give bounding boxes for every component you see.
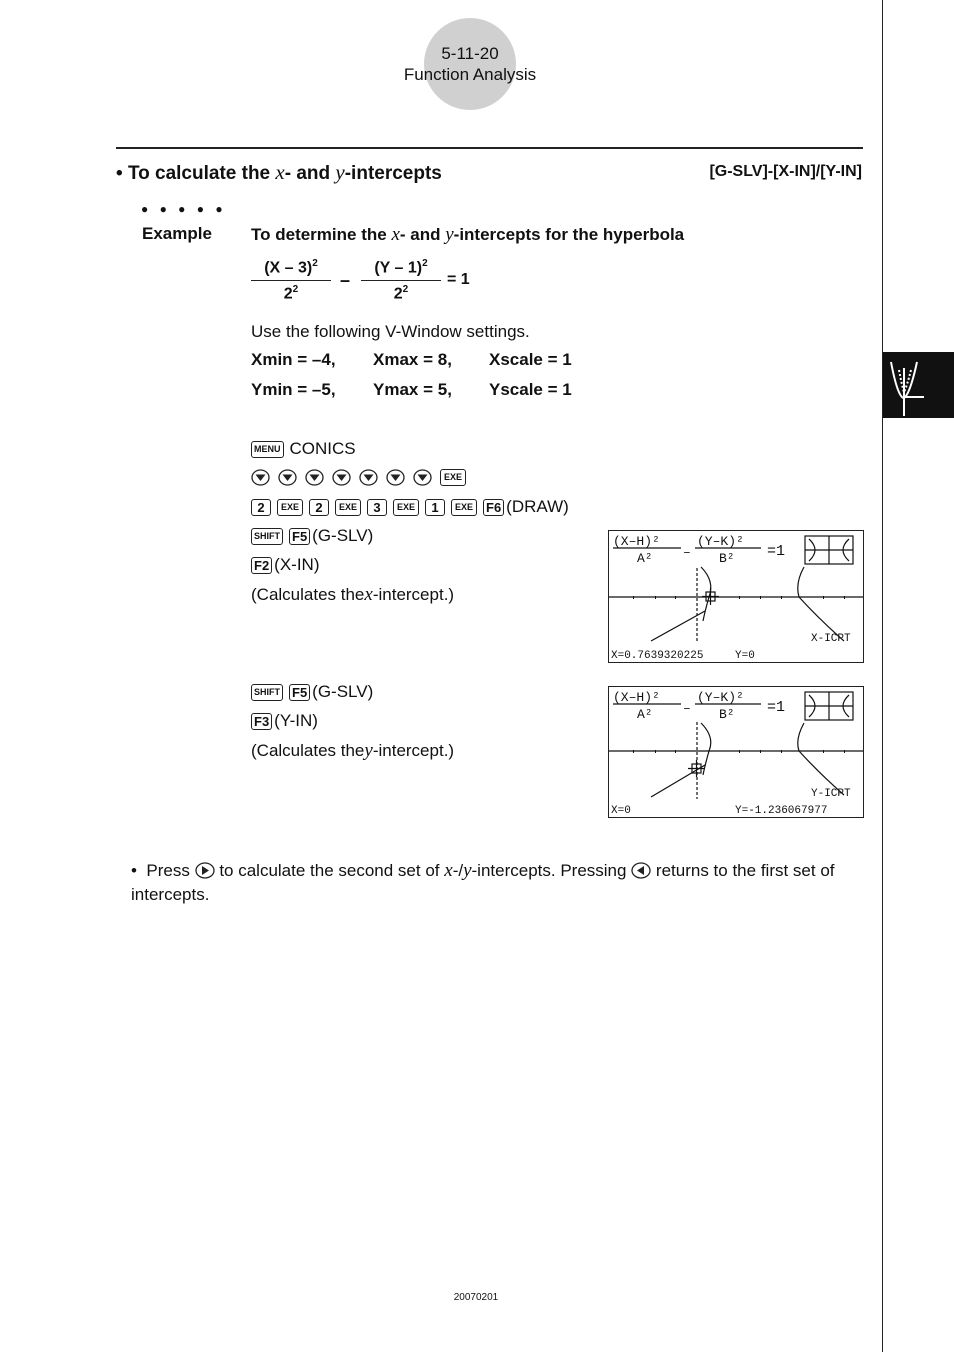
note-paragraph: • Press to calculate the second set of x-/y-intercepts. Pressing returns to the first set of intercepts. <box>131 860 835 904</box>
vwindow-intro: Use the following V-Window settings. <box>251 322 530 341</box>
f6-key: F6 <box>483 499 504 516</box>
f5-key: F5 <box>289 684 310 701</box>
svg-text:–: – <box>683 545 691 560</box>
example-label: Example <box>142 224 212 243</box>
exe-key: EXE <box>393 499 419 516</box>
xmax: Xmax = 8, <box>373 350 452 369</box>
cursor-down-icon <box>413 469 432 486</box>
formula-equals: =1 <box>767 699 786 716</box>
formula-bottom-right: B² <box>719 707 735 722</box>
gslv-label: (G-SLV) <box>312 526 374 545</box>
page-number-circle <box>424 18 516 110</box>
y-readout: Y=-1.236067977 <box>735 805 828 817</box>
example-description: To determine the x- and y-intercepts for the hyperbola <box>251 224 685 245</box>
graph-y-intercept <box>609 687 863 817</box>
menu-key: MENU <box>251 441 284 458</box>
draw-label: (DRAW) <box>506 497 569 516</box>
cursor-down-icon <box>359 469 378 486</box>
function-key-sequence: [G-SLV]-[X-IN]/[Y-IN] <box>709 163 862 180</box>
exe-key: EXE <box>277 499 303 516</box>
footer-code: 20070201 <box>453 1292 499 1303</box>
cursor-down-icon <box>332 469 351 486</box>
xin-label: (X-IN) <box>274 555 320 574</box>
step-xin <box>251 555 320 575</box>
xscale: Xscale = 1 <box>489 350 572 369</box>
digit-key: 1 <box>425 499 445 516</box>
equation-minus: – <box>340 270 351 290</box>
formula-top-right: (Y–K)² <box>697 690 744 705</box>
cursor-left-icon <box>631 862 651 879</box>
shift-key: SHIFT <box>251 684 283 701</box>
step-enter-values <box>251 497 569 517</box>
formula-top-right: (Y–K)² <box>697 534 744 549</box>
cursor-right-icon <box>195 862 215 879</box>
shift-key: SHIFT <box>251 528 283 545</box>
section-heading: • To calculate the x- and y-intercepts <box>116 160 442 184</box>
digit-key: 2 <box>309 499 329 516</box>
mode-label: Y-ICPT <box>811 788 851 800</box>
digit-key: 3 <box>367 499 387 516</box>
page-number: 5-11-20 <box>441 44 499 63</box>
step-gslv-1 <box>251 526 373 546</box>
ymin: Ymin = –5, <box>251 380 336 399</box>
chapter-tab <box>883 352 954 418</box>
ymax: Ymax = 5, <box>373 380 452 399</box>
f2-key: F2 <box>251 557 272 574</box>
step-gslv-2 <box>251 682 373 702</box>
example-dots: ● ● ● ● ● <box>141 202 227 216</box>
cursor-down-icon <box>251 469 270 486</box>
xmin: Xmin = –4, <box>251 350 336 369</box>
svg-text:–: – <box>683 701 691 716</box>
formula-equals: =1 <box>767 543 786 560</box>
mode-label: X-ICPT <box>811 633 851 645</box>
exe-key: EXE <box>451 499 477 516</box>
graph-x-intercept <box>609 531 863 662</box>
conics-tab-icon <box>883 352 954 418</box>
exe-key: EXE <box>440 469 466 486</box>
formula-bottom-right: B² <box>719 551 735 566</box>
step-yin <box>251 711 318 731</box>
step-menu <box>251 439 356 459</box>
digit-key: 2 <box>251 499 271 516</box>
x-readout: X=0.7639320225 <box>611 650 704 662</box>
formula-top-left: (X–H)² <box>613 534 660 549</box>
header-rule <box>116 147 863 149</box>
f3-key: F3 <box>251 713 272 730</box>
y-readout: Y=0 <box>735 650 755 662</box>
step-cursor-down <box>251 469 472 486</box>
calc-x-note: (Calculates the x -intercept.) <box>251 584 455 605</box>
fraction-y: (Y – 1)$^2$ $2^2$ <box>361 258 441 304</box>
section-title: Function Analysis <box>403 65 537 84</box>
formula-bottom-left: A² <box>637 707 653 722</box>
yin-label: (Y-IN) <box>274 711 318 730</box>
cursor-down-icon <box>305 469 324 486</box>
formula-bottom-left: A² <box>637 551 653 566</box>
x-readout: X=0 <box>611 805 631 817</box>
fraction-x: (X – 3)$^2$ $2^2$ <box>251 258 331 304</box>
formula-top-left: (X–H)² <box>613 690 660 705</box>
exe-key: EXE <box>335 499 361 516</box>
gslv-label: (G-SLV) <box>312 682 374 701</box>
calculator-screen-x-intercept <box>608 530 864 663</box>
cursor-down-icon <box>386 469 405 486</box>
calculator-screen-y-intercept <box>608 686 864 818</box>
equation-rhs: = 1 <box>447 271 470 288</box>
conics-label: CONICS <box>289 439 356 458</box>
f5-key: F5 <box>289 528 310 545</box>
cursor-down-icon <box>278 469 297 486</box>
calc-y-note: (Calculates the y -intercept.) <box>251 740 455 761</box>
margin-line <box>882 0 883 1352</box>
yscale: Yscale = 1 <box>489 380 572 399</box>
